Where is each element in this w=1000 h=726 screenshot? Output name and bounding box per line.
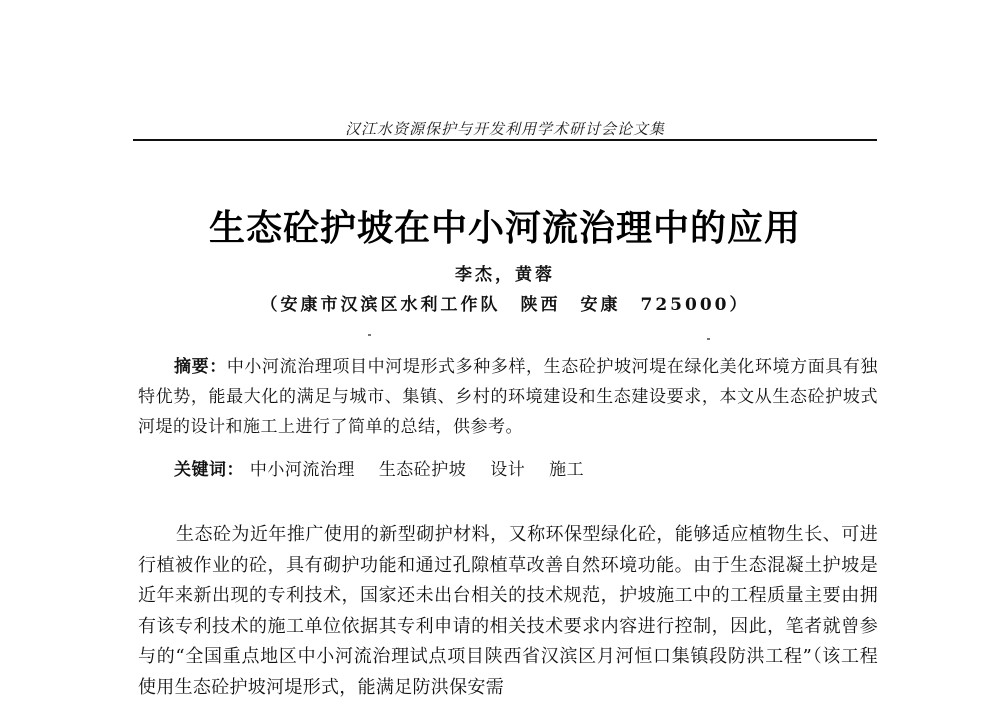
keyword: 生态砼护坡 — [378, 460, 467, 480]
keyword: 中小河流治理 — [249, 460, 355, 480]
scan-speck — [707, 338, 710, 340]
abstract — [138, 352, 878, 442]
article-title: 生态砼护坡在中小河流治理中的应用 — [208, 207, 801, 249]
header-rule — [133, 139, 877, 141]
keywords-label: 关键词： — [174, 460, 244, 480]
keywords — [174, 455, 878, 485]
keyword: 施工 — [549, 460, 585, 480]
scan-speck — [368, 334, 371, 336]
article-authors: 李杰，黄蓉 — [455, 265, 555, 285]
article-affiliation: （安康市汉滨区水利工作队 陕西 安康 725000） — [260, 295, 750, 315]
abstract-text: 中小河流治理项目中河堤形式多种多样，生态砼护坡河堤在绿化美化环境方面具有独特优势，能最大化的满足与城市、集镇、乡村的环境建设和生态建设要求，本文从生态砼护坡式河堤的设计和施工上进行了简单的总结，供参考。 — [138, 357, 879, 437]
body-paragraph: 生态砼为近年推广使用的新型砌护材料，又称环保型绿化砼，能够适应植物生长、可进行植被作业的砼，具有砌护功能和通过孔隙植草改善自然环境功能。由于生态混凝土护坡是近年来新出现的专利技术，国家还未出台相关的技术规范，护坡施工中的工程质量主要由拥有该专利技术的施工单位依据其专利申请的相关技术要求内容进行控制，因此，笔者就曾参与的“全国重点地区中小河流治理试点项目陕西省汉滨区月河恒口集镇段防洪工程”（该工程使用生态砼护坡河堤形式，能满足防洪保安需 — [138, 524, 878, 698]
running-header: 汉江水资源保护与开发利用学术研讨会论文集 — [344, 120, 665, 138]
abstract-label: 摘要： — [174, 357, 227, 377]
keyword: 设计 — [490, 460, 526, 480]
